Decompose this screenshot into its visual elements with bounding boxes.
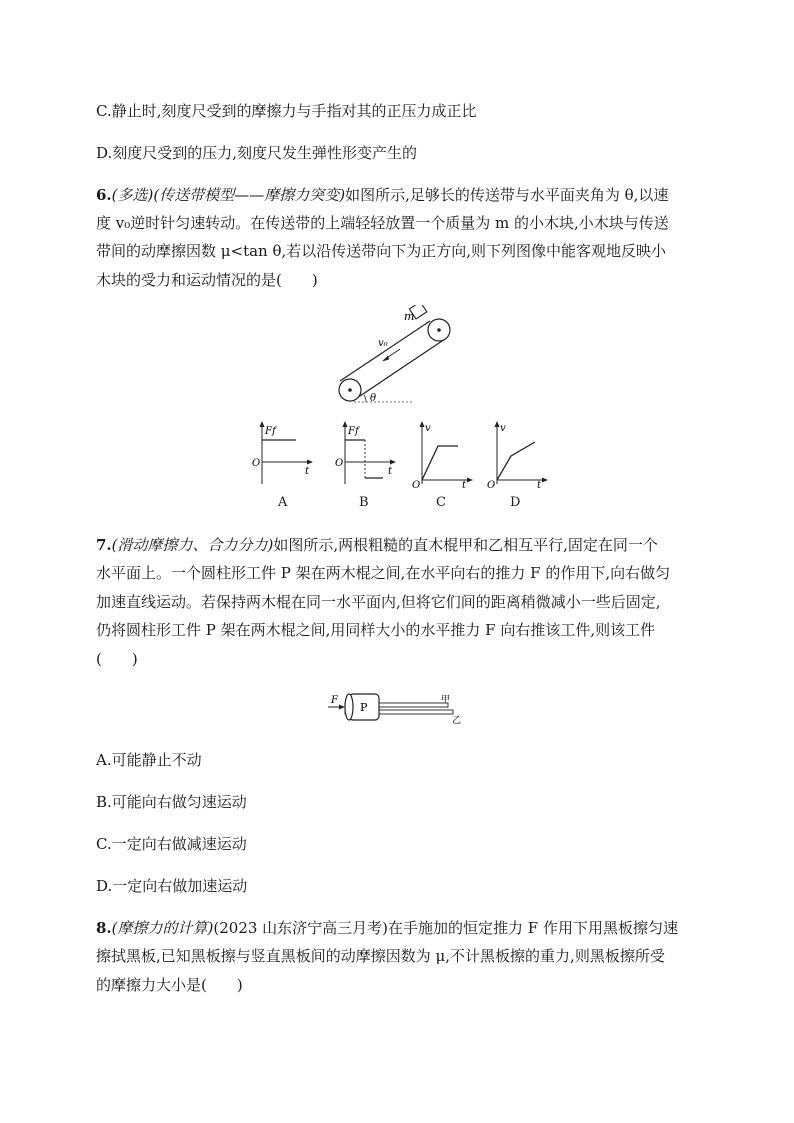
rod-yi-label: 乙 — [452, 716, 462, 726]
graph-b-label: B — [359, 495, 369, 510]
graph-d-xlabel: t — [537, 480, 542, 490]
graph-c-xlabel: t — [462, 480, 467, 490]
q7-line4: 仍将圆柱形工件 P 架在两木棍之间,用同样大小的水平推力 F 向右推该工件,则该工件 — [96, 621, 656, 639]
graph-a-xlabel: t — [305, 466, 310, 477]
graph-d-origin: O — [487, 480, 496, 490]
q7-line2: 水平面上。一个圆柱形工件 P 架在两木棍之间,在水平向右的推力 F 的作用下,向右做匀 — [96, 564, 671, 582]
rods-cylinder-figure — [325, 688, 470, 728]
q7-option-c: C.一定向右做减速运动 — [96, 835, 247, 853]
graph-a-label: A — [278, 495, 288, 510]
graph-b-origin: O — [335, 458, 344, 469]
graph-a — [250, 420, 320, 490]
q8-line1 — [96, 918, 678, 938]
q6-line4: 木块的受力和运动情况的是( ) — [96, 271, 318, 289]
q7-line1 — [96, 535, 658, 555]
graph-b-ylabel: Ff — [348, 426, 359, 437]
graph-b-xlabel: t — [388, 466, 393, 477]
graph-c — [410, 420, 480, 490]
rod-jia-label: 甲 — [441, 695, 451, 705]
q7-number: 7. — [96, 536, 112, 554]
conveyor-belt-figure — [330, 305, 480, 410]
velocity-label: v₀ — [378, 338, 388, 349]
graph-c-ylabel: v — [425, 423, 431, 434]
q6-line1 — [96, 185, 668, 205]
q6-tag: (多选)(传送带模型——摩擦力突变) — [111, 186, 346, 204]
graph-d — [485, 420, 555, 490]
mass-label: m — [404, 310, 415, 323]
graph-c-origin: O — [412, 480, 421, 490]
q8-line2: 擦拭黑板,已知黑板擦与竖直黑板间的动摩擦因数为 μ,不计黑板擦的重力,则黑板擦所受 — [96, 947, 665, 965]
q7-line5: ( ) — [96, 650, 138, 668]
q6-text1: 如图所示,足够长的传送带与水平面夹角为 θ,以速 — [345, 186, 669, 204]
graph-b — [333, 420, 403, 490]
graph-d-label: D — [510, 495, 521, 510]
force-label: F — [331, 695, 338, 706]
q8-number: 8. — [96, 919, 112, 937]
q8-text1: (2023 山东济宁高三月考)在手施加的恒定推力 F 作用下用黑板擦匀速 — [213, 919, 678, 937]
q8-line3: 的摩擦力大小是( ) — [96, 976, 243, 994]
q5-option-c: C.静止时,刻度尺受到的摩擦力与手指对其的正压力成正比 — [96, 102, 477, 120]
q6-number: 6. — [96, 186, 112, 204]
graph-d-ylabel: v — [500, 423, 506, 434]
q8-tag: (摩擦力的计算) — [111, 919, 214, 937]
theta-label: θ — [370, 393, 377, 404]
q7-text1: 如图所示,两根粗糙的直木棍甲和乙相互平行,固定在同一个 — [273, 536, 658, 554]
q5-option-d: D.刻度尺受到的压力,刻度尺发生弹性形变产生的 — [96, 144, 418, 162]
q7-option-a: A.可能静止不动 — [96, 751, 202, 769]
q6-line2: 度 v₀逆时针匀速转动。在传送带的上端轻轻放置一个质量为 m 的小木块,小木块与传送 — [96, 214, 669, 232]
q7-option-b: B.可能向右做匀速运动 — [96, 793, 247, 811]
q6-line3: 带间的动摩擦因数 μ<tan θ,若以沿传送带向下为正方向,则下列图像中能客观地反映小 — [96, 242, 667, 260]
graph-a-ylabel: Ff — [265, 426, 276, 437]
q7-tag: (滑动摩擦力、合力分力) — [111, 536, 274, 554]
q7-option-d: D.一定向右做加速运动 — [96, 877, 248, 895]
cylinder-label: P — [360, 701, 368, 714]
graph-a-origin: O — [252, 458, 261, 469]
graph-c-label: C — [436, 495, 446, 510]
q7-line3: 加速直线运动。若保持两木棍在同一水平面内,但将它们间的距离稍微减小一些后固定, — [96, 593, 661, 611]
